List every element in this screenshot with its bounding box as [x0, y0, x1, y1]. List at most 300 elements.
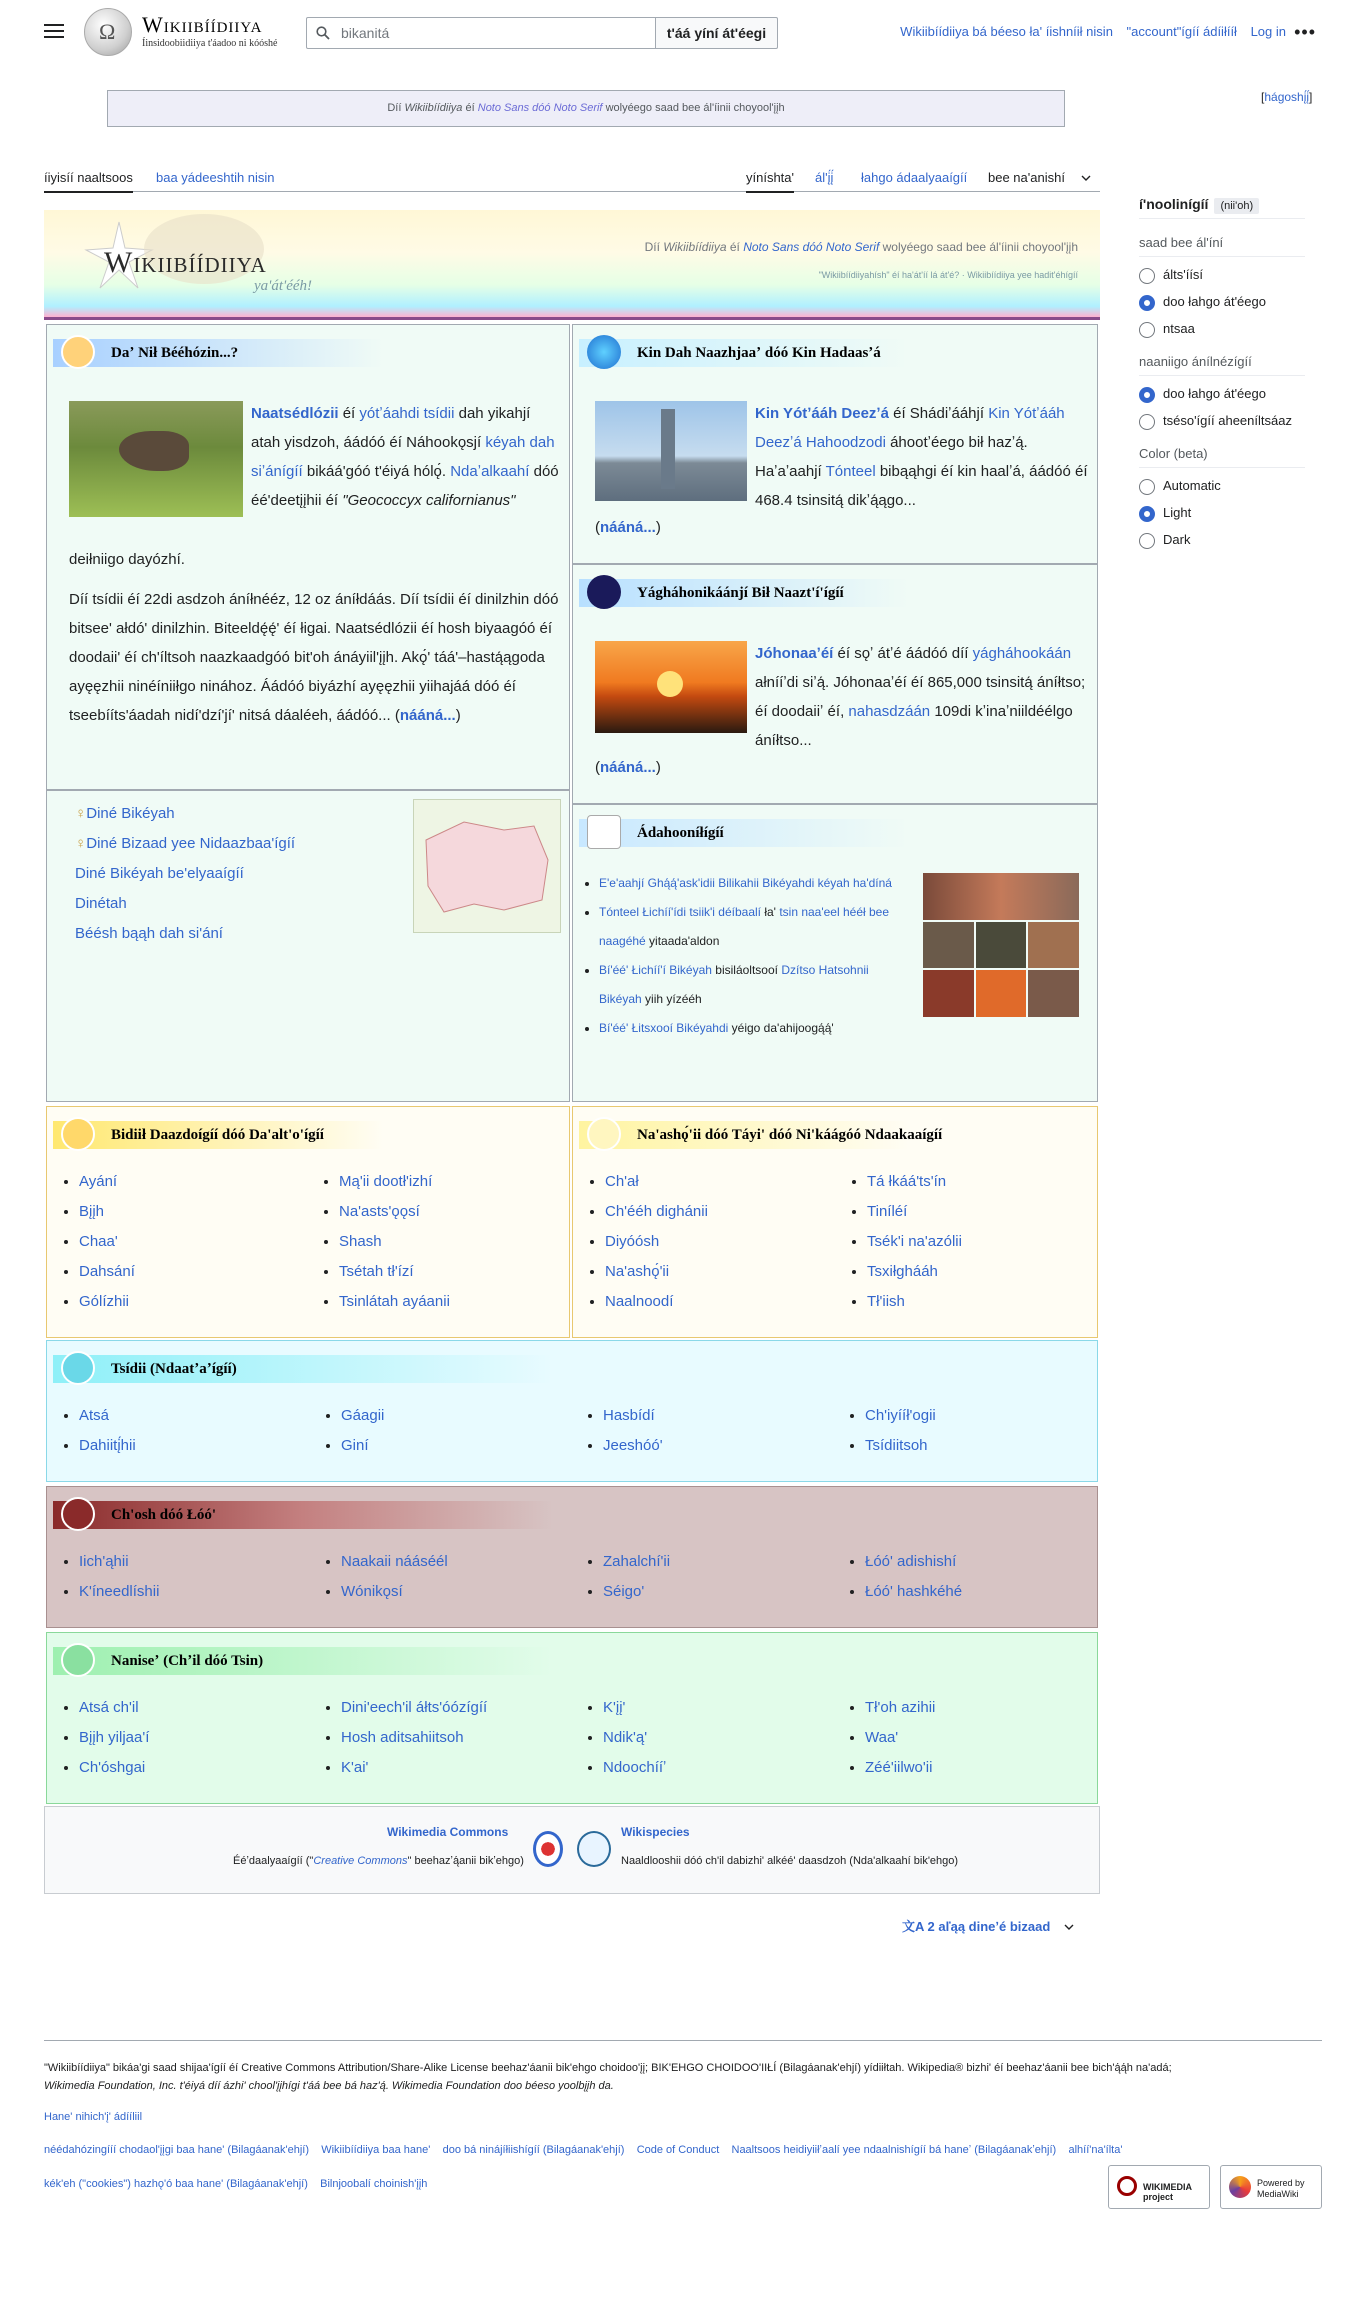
- wikimedia-logo-icon: [1117, 2176, 1137, 2196]
- list-link[interactable]: Atsá ch'il: [79, 1699, 139, 1716]
- search-input[interactable]: [339, 24, 639, 42]
- wikimedia-project-badge[interactable]: [1108, 2165, 1210, 2209]
- did-you-know-box: [46, 324, 570, 790]
- search-button[interactable]: t'áá yíní át'éegi: [655, 17, 778, 49]
- news-link[interactable]: Bí'éé' Łitsxooí Bikéyahdi: [599, 1021, 729, 1035]
- dyk-text-3: bikáá'góó t'éiyá hólǫ́.: [306, 463, 447, 480]
- dyk-title: Daʼ Nił Bééhózin...?: [111, 345, 239, 361]
- fish-header: [53, 1493, 1091, 1533]
- banner-line-suffix: wolyéego saad bee ál'íinii choyool'įįh: [882, 240, 1078, 254]
- site-header: [0, 0, 1366, 64]
- dyk-text: [251, 399, 561, 515]
- news-text: yiih yízééh: [641, 992, 702, 1006]
- birds-header: [53, 1347, 1091, 1387]
- wikispecies-link[interactable]: Wikispecies: [621, 1825, 690, 1839]
- news-header: [579, 811, 1091, 851]
- sun-link[interactable]: Jóhonaaʼéí: [755, 645, 834, 662]
- list-item: [79, 1431, 136, 1461]
- banner-font-line: [645, 240, 1078, 254]
- hamburger-bar: [44, 36, 64, 38]
- hide-notice: [hágoshį́į́]: [1261, 90, 1313, 104]
- list-item: [79, 1227, 135, 1257]
- footer-link[interactable]: kék'eh ("cookies") hazhǫ'ó baa hane' (Bilagáanak'ehjí): [44, 2178, 308, 2190]
- news-text: ła': [761, 905, 776, 919]
- radio-off: [1139, 414, 1155, 430]
- plants-box: [46, 1632, 1098, 1804]
- list-link[interactable]: Tł'oh azihii: [865, 1699, 936, 1716]
- list-item: [341, 1723, 487, 1753]
- chevron-down-icon: [1064, 1923, 1074, 1931]
- banner-greeting: ya'át'ééh!: [254, 278, 313, 294]
- list-link[interactable]: Ch'óshgai: [79, 1759, 146, 1776]
- list-link[interactable]: Tsxiłghááh: [867, 1263, 938, 1280]
- list-item: [75, 859, 295, 889]
- list-link[interactable]: Hosh aditsahiitsoh: [341, 1729, 464, 1746]
- footer-link[interactable]: néédahózingííí chodaol'įįgi baa hane' (Bilagáanak'ehjí): [44, 2144, 309, 2156]
- radio-on: [1139, 295, 1155, 311]
- tab-main-page[interactable]: íiyisíí naaltsoos: [44, 170, 133, 193]
- radio-off: [1139, 268, 1155, 284]
- news-photo-collage[interactable]: [923, 873, 1079, 1017]
- list-item: [865, 1547, 962, 1577]
- powered-by-mediawiki-badge[interactable]: [1220, 2165, 1322, 2209]
- appearance-title-text: í'noolinígíí: [1139, 196, 1209, 212]
- fish-col-2: [309, 1547, 448, 1607]
- list-item: [865, 1401, 936, 1431]
- hide-pill[interactable]: (nii'oh): [1214, 198, 1259, 214]
- list-item: [867, 1257, 962, 1287]
- hamburger-bar: [44, 30, 64, 32]
- list-link[interactable]: Ndik'ą': [603, 1729, 648, 1746]
- skyline-image[interactable]: [595, 401, 747, 501]
- list-link[interactable]: Zéé'iilwo'ii: [865, 1759, 933, 1776]
- wikispecies-icon[interactable]: [577, 1831, 611, 1867]
- commons-icon[interactable]: [533, 1831, 563, 1867]
- dyk-more-link[interactable]: nááná...: [399, 707, 456, 724]
- places-text-3: bibąąhgi éí kin haalʼá, áádóó éí 468.4 tsinsitą́ dikʼą́ągo...: [755, 463, 1088, 509]
- list-link[interactable]: Iich'ąhii: [79, 1553, 129, 1570]
- list-item: [79, 1723, 149, 1753]
- list-item: [603, 1577, 670, 1607]
- list-link[interactable]: Tsídiitsoh: [865, 1437, 928, 1454]
- list-link[interactable]: Bįįh yiljaa'í: [79, 1729, 150, 1746]
- list-link[interactable]: Dahiitį́hii: [79, 1437, 136, 1454]
- font-notice: [107, 90, 1065, 127]
- hide-notice-link[interactable]: hágoshį́į́: [1264, 90, 1310, 104]
- list-item: [79, 1753, 149, 1783]
- list-link[interactable]: Łóó' hashkéhé: [865, 1583, 963, 1600]
- commons-desc: [233, 1855, 524, 1867]
- places-text-1: éí Shádiʼááhjí: [893, 405, 985, 422]
- fish-col-4: [833, 1547, 962, 1607]
- radio-on: [1139, 506, 1155, 522]
- sky-header: [579, 571, 1091, 611]
- radio-label: ntsaa: [1163, 321, 1195, 336]
- tools-dropdown-label: bee na'anishí: [988, 170, 1065, 185]
- radio-off: [1139, 322, 1155, 338]
- mammals-header: [53, 1113, 563, 1153]
- birds-col-4: [833, 1401, 936, 1461]
- donate-link[interactable]: Wikiibíídiiya bá béeso ła' íishníił nisin: [900, 24, 1113, 39]
- banner-font-link[interactable]: Noto Sans dóó Noto Serif: [743, 240, 880, 254]
- radio-label: Automatic: [1163, 478, 1221, 493]
- newspaper-icon: [587, 815, 621, 849]
- insect-icon: [587, 1117, 621, 1151]
- list-item: [605, 1197, 708, 1227]
- list-item: [603, 1753, 666, 1783]
- footer-links: [44, 2144, 1244, 2156]
- sky-text-2: ałnííʼdi siʼą́. Jóhonaaʼéí éí 865,000 tsinsitą́ áníłtso; éí doodaiiʼ éí,: [755, 674, 1086, 720]
- more-options-icon[interactable]: •••: [1294, 22, 1316, 42]
- dinetah-link[interactable]: Dinétah: [75, 895, 127, 912]
- list-item: [341, 1693, 487, 1723]
- notice-prefix: Díí: [387, 102, 402, 114]
- list-item: [79, 1287, 135, 1317]
- commons-desc-post: " beehazʼą́anii bikʼehgo): [407, 1855, 524, 1867]
- wikipedia-globe-logo[interactable]: [84, 8, 132, 56]
- list-link[interactable]: Łóó' adishishí: [865, 1553, 957, 1570]
- license-line-2: Wikimedia Foundation, Inc. t'éiyá díí ázhi' chool'įįhígi t'áá bee bá haz'ą́. Wikimedia Foundation doo béeso yoolbįįh da.: [44, 2080, 614, 2092]
- earth-link[interactable]: nahasdzáán: [848, 703, 931, 720]
- main-menu-button[interactable]: [44, 20, 64, 40]
- sky-box: [572, 564, 1098, 804]
- creative-commons-link[interactable]: Creative Commons: [313, 1855, 408, 1867]
- plants-col-2: [309, 1693, 487, 1783]
- news-photo: [976, 922, 1027, 969]
- list-link[interactable]: Tiníléí: [867, 1203, 908, 1220]
- sky-text-3: 109di kʼinaʼniildéélgo áníłtso...: [755, 703, 1073, 749]
- wikispecies-desc: Naaldlooshii dóó ch'il dabizhi' alkéé' daasdzoh (Nda'alkaahí bik'ehgo): [621, 1855, 959, 1867]
- navajo-language-link[interactable]: Diné Bizaad yee Nidaazbaa'ígíí: [86, 835, 296, 852]
- search-box[interactable]: [306, 17, 656, 49]
- list-link[interactable]: Dini'eech'il áłts'óózígíí: [341, 1699, 488, 1716]
- radio-label: tséso'ígíí aheeníltsáaz: [1163, 413, 1292, 428]
- footer-links-2: [44, 2178, 427, 2190]
- list-link[interactable]: Ndoochííʼ: [603, 1759, 667, 1776]
- radio-label: Light: [1163, 505, 1192, 520]
- plants-title: Naniseʼ (Chʼil dóó Tsin): [111, 1653, 264, 1669]
- list-item: [79, 1167, 135, 1197]
- hamburger-bar: [44, 24, 64, 26]
- news-item: [599, 1014, 903, 1043]
- radio-label: Dark: [1163, 532, 1191, 547]
- birds-link[interactable]: yótʼáahdi tsídii: [359, 405, 455, 422]
- color-group: Color (beta): [1139, 446, 1305, 468]
- list-item: [75, 919, 295, 949]
- list-item: [865, 1723, 935, 1753]
- footer-link[interactable]: Bilnjoobalí choinish'įįh: [320, 2178, 428, 2190]
- book-icon: [61, 335, 95, 369]
- text-size-large[interactable]: [1139, 321, 1305, 338]
- news-link[interactable]: E'e'aahjí Ghą́ą́'ask'idii Bilikahii Bikéyahdi kéyah ha'díná: [599, 876, 892, 890]
- list-link[interactable]: Atsá: [79, 1407, 110, 1424]
- news-title: Ádahooníłígíí: [637, 825, 724, 841]
- list-link[interactable]: K'íneedlíshii: [79, 1583, 160, 1600]
- list-link[interactable]: Giní: [341, 1437, 369, 1454]
- news-text: yéigo da'ahijoogą́ą́': [728, 1021, 834, 1035]
- stars-icon: [587, 575, 621, 609]
- news-box: [572, 804, 1098, 1102]
- list-item: [603, 1431, 663, 1461]
- list-item: [603, 1723, 666, 1753]
- footer-link[interactable]: doo bá ninájíłiishígíí (Bilagáanak'ehjí): [442, 2144, 625, 2156]
- page-tabs: [44, 158, 1100, 192]
- radio-off: [1139, 479, 1155, 495]
- page-footer: [44, 2040, 1322, 2202]
- roadrunner-link[interactable]: Naatsédlózii: [251, 405, 339, 422]
- list-item: [605, 1257, 708, 1287]
- list-link[interactable]: Tsék'i na'azólii: [867, 1233, 962, 1250]
- navajo-nation-link[interactable]: Diné Bikéyah: [86, 805, 175, 822]
- mammals-col-2: [307, 1167, 450, 1317]
- birds-col-1: [47, 1401, 136, 1461]
- list-item: [865, 1577, 962, 1607]
- fish-col-1: [47, 1547, 159, 1607]
- list-link[interactable]: Jeeshóó': [603, 1437, 663, 1454]
- list-link[interactable]: Na'asts'ǫǫsí: [339, 1203, 420, 1220]
- notice-font-link[interactable]: Noto Sans dóó Noto Serif: [477, 102, 603, 114]
- list-link[interactable]: Naakaii nááséél: [341, 1553, 448, 1570]
- birds-col-3: [571, 1401, 663, 1461]
- list-item: [603, 1401, 663, 1431]
- fish-box: [46, 1486, 1098, 1628]
- sky-more: (nááná...): [595, 759, 661, 776]
- plants-col-1: [47, 1693, 149, 1783]
- map-shape: [414, 800, 562, 934]
- list-link[interactable]: Zahalchí'ii: [603, 1553, 671, 1570]
- list-item: [341, 1577, 448, 1607]
- list-item: [339, 1197, 450, 1227]
- city-link[interactable]: Tónteel: [825, 463, 876, 480]
- tools-dropdown[interactable]: [988, 170, 1091, 185]
- width-wide[interactable]: [1139, 413, 1305, 430]
- color-light[interactable]: [1139, 505, 1305, 522]
- list-link[interactable]: Diyóósh: [605, 1233, 660, 1250]
- navajo-map-image[interactable]: [413, 799, 561, 933]
- sky-link[interactable]: yágháhookáán: [972, 645, 1072, 662]
- banner-wordmark: Wikiibíídiiya: [104, 246, 267, 279]
- contact-link[interactable]: Hane' nihich'į' ádííliil: [44, 2111, 143, 2123]
- logo-tagline: Íinsidoobiidiiya t'áadoo ni kóóshé: [142, 38, 278, 49]
- list-link[interactable]: Waa': [865, 1729, 899, 1746]
- news-text: yitaada'aldon: [645, 934, 720, 948]
- list-item: [867, 1197, 962, 1227]
- list-link[interactable]: Bįįh: [79, 1203, 105, 1220]
- sunset-image[interactable]: [595, 641, 747, 733]
- list-item: [867, 1227, 962, 1257]
- text-size-standard[interactable]: [1139, 294, 1305, 311]
- list-link[interactable]: Wónikǫsí: [341, 1583, 403, 1600]
- list-link[interactable]: Mą'ii dootł'izhí: [339, 1173, 433, 1190]
- list-item: [865, 1431, 936, 1461]
- login-link[interactable]: Log in: [1250, 24, 1286, 39]
- list-item: [341, 1431, 384, 1461]
- list-item: [341, 1547, 448, 1577]
- list-item: [341, 1401, 384, 1431]
- notice-suffix: wolyéego saad bee ál'íinii choyool'įįh: [605, 102, 785, 114]
- text-size-group: saad bee ál'íní: [1139, 235, 1305, 257]
- list-link[interactable]: Tá łkáá'ts'ín: [867, 1173, 947, 1190]
- list-link[interactable]: K'ai': [341, 1759, 369, 1776]
- places-title: Kin Dah Naazhjaaʼ dóó Kin Hadaasʼá: [637, 345, 881, 361]
- skyscraper-link[interactable]: Kin Yótʼááh Deezʼá: [755, 405, 889, 422]
- mediawiki-badge-text: Powered by MediaWiki: [1257, 2178, 1305, 2199]
- dyk-header: [53, 331, 563, 371]
- radio-label: álts'íísí: [1163, 267, 1204, 282]
- notice-site: Wikiibíídiiya: [404, 102, 463, 114]
- tab-view-source[interactable]: ál'į́į́: [815, 170, 834, 185]
- radio-off: [1139, 533, 1155, 549]
- leaf-icon: [61, 1643, 95, 1677]
- language-count: 2 aľąą dineʼé bizaad: [927, 1919, 1051, 1934]
- fish-icon: [61, 1497, 95, 1531]
- insects-col-2: [835, 1167, 962, 1317]
- footer-link[interactable]: Naaltsoos heidiyiiłʼaalí yee ndaalnishígíí bá haneʼ (Bilagáanakʼehjí): [731, 2144, 1057, 2156]
- birds-box: [46, 1340, 1098, 1482]
- plants-col-3: [571, 1693, 666, 1783]
- news-link[interactable]: Dzítso Hatsohnii Bikéyah: [599, 963, 869, 1006]
- list-item: [867, 1167, 962, 1197]
- places-more: (nááná...): [595, 519, 661, 536]
- create-account-link[interactable]: "account"ígíí ádíiłííł: [1126, 24, 1237, 39]
- globe-icon: [587, 335, 621, 369]
- banner-about-links[interactable]: "Wikiibíídiiyahísh" éí ha'át'íí lá át'é? · Wikiibíídiiya yee hadit'éhígíí: [818, 270, 1078, 280]
- mammals-box: [46, 1106, 570, 1338]
- bird-shape: [119, 431, 189, 471]
- list-item: [79, 1257, 135, 1287]
- width-group: naaniigo ánílnézígíí: [1139, 354, 1305, 376]
- list-link[interactable]: Ch'ééh dighánii: [605, 1203, 708, 1220]
- news-photo: [923, 922, 974, 969]
- places-header: [579, 331, 1091, 371]
- feather-icon: ♀: [75, 805, 87, 822]
- news-item: [599, 869, 903, 898]
- list-link[interactable]: Gáagii: [341, 1407, 385, 1424]
- places-text: [755, 399, 1089, 515]
- sky-text: [755, 639, 1089, 755]
- list-link[interactable]: K'įį': [603, 1699, 626, 1716]
- list-link[interactable]: Tł'iish: [867, 1293, 905, 1310]
- sky-text-1: éí sǫʼ átʼé áádóó díí: [837, 645, 969, 662]
- list-link[interactable]: Na'ashǫ́'ii: [605, 1263, 670, 1280]
- list-link[interactable]: Gólízhii: [79, 1293, 130, 1310]
- navajo-images-link[interactable]: Diné Bikéyah be'elyaaígíí: [75, 865, 244, 882]
- desert-link[interactable]: kéyah dah siʼánígíí: [251, 434, 555, 480]
- places-box: [572, 324, 1098, 564]
- logo-wordmark[interactable]: Wikiibíídiiya: [142, 12, 263, 37]
- birds-col-2: [309, 1401, 384, 1461]
- search-icon: [316, 26, 330, 40]
- footer-link[interactable]: alhíí'na'ílta': [1068, 2144, 1123, 2156]
- news-list: [573, 869, 903, 1043]
- sky-title: Yágháhonikáánjí Bił Naazt'í'ígíí: [637, 585, 844, 601]
- scientist-link[interactable]: Ndaʼalkaahí: [450, 463, 530, 480]
- dyk-text-5: deiłniigo dayózhí.: [69, 551, 185, 568]
- radio-label: doo łahgo át'éego: [1163, 294, 1266, 309]
- list-link[interactable]: Naalnoodí: [605, 1293, 674, 1310]
- list-item: [75, 889, 295, 919]
- footer-link[interactable]: Wikiibíídiiya baa hane': [321, 2144, 431, 2156]
- tab-talk[interactable]: baa yádeeshtih nisin: [156, 170, 275, 185]
- tab-read[interactable]: yíníshta': [746, 170, 794, 193]
- news-link[interactable]: Tónteel Łichíí'ídi tsiik'i déíbaalí: [599, 905, 761, 919]
- list-item: [339, 1227, 450, 1257]
- list-link[interactable]: Dahsání: [79, 1263, 135, 1280]
- mammals-col-1: [47, 1167, 135, 1317]
- list-link[interactable]: Ch'iyííł'ogii: [865, 1407, 936, 1424]
- radio-on: [1139, 387, 1155, 403]
- animal-icon: [61, 1117, 95, 1151]
- birds-title: Tsídii (Ndaatʼaʼígíí): [111, 1361, 237, 1377]
- list-item: [605, 1167, 708, 1197]
- tab-history[interactable]: łahgo ádaalyaaígíí: [861, 170, 968, 185]
- list-item: [75, 799, 295, 829]
- news-photo: [923, 873, 1079, 920]
- news-link[interactable]: Bí'éé' Łichíí'í Bikéyah: [599, 963, 712, 977]
- news-item: [599, 898, 903, 956]
- list-link[interactable]: Hasbídí: [603, 1407, 655, 1424]
- language-button[interactable]: [902, 1916, 1074, 1935]
- welcome-banner: [44, 210, 1100, 320]
- color-automatic[interactable]: [1139, 478, 1305, 495]
- chevron-down-icon: [1081, 174, 1091, 182]
- news-text: bisiláoltsooí: [711, 963, 778, 977]
- commons-link[interactable]: Wikimedia Commons: [387, 1825, 509, 1839]
- translate-icon: 文A: [902, 1919, 924, 1934]
- list-link[interactable]: Tsinlátah ayáanii: [339, 1293, 450, 1310]
- sun-shape: [657, 671, 683, 697]
- width-standard[interactable]: [1139, 386, 1305, 403]
- list-item: [603, 1547, 670, 1577]
- mediawiki-logo-icon: [1229, 2176, 1251, 2198]
- skyscraper-district-link[interactable]: Kin Yótʼááh Deezʼá Hahoodzodi: [755, 405, 1065, 451]
- list-link[interactable]: Séigo': [603, 1583, 645, 1600]
- dyk-text-cont: [69, 545, 559, 574]
- sky-more-link[interactable]: nááná...: [600, 759, 656, 776]
- roadrunner-image[interactable]: [69, 401, 243, 517]
- places-text-2: áhootʼéego bił hazʼą́. Haʼaʼaahjí: [755, 434, 1028, 480]
- radio-label: doo łahgo át'éego: [1163, 386, 1266, 401]
- list-item: [341, 1753, 487, 1783]
- list-item: [79, 1693, 149, 1723]
- news-link[interactable]: tsin naa'eel hééł bee naagéhé: [599, 905, 890, 948]
- footer-link[interactable]: Code of Conduct: [636, 2144, 720, 2156]
- banner-line-site: Wikiibíídiiya: [663, 240, 727, 254]
- census-link[interactable]: Béésh bąąh dah si'ání: [75, 925, 223, 942]
- plants-header: [53, 1639, 1091, 1679]
- list-item: [79, 1197, 135, 1227]
- navajo-links-box: [46, 790, 570, 1102]
- color-dark[interactable]: [1139, 532, 1305, 549]
- dyk-para2-text: Díí tsídii éí 22di asdzoh áníłnééz, 12 oz áníłdáás. Díí tsídii éí dinilzhin dóó bitsee' ałdó' dinilzhin. Biteeldę́ę́' éí łigai. Naatsédlózii éí hosh biyaagóó éí doodaii' éí ch'íltsoh naazkaadgóó bit'oh ánáyiil'įįh. Akǫ́' táá'–hastą́ągoda ayęęzhii ninéíniiłgo ninához. Áádóó biyázhí ayęęzhii yiihajáá dóó éí tseebííts'áadah nidí'dzí'jí' nitsá dáaléeh, áádóó...: [69, 591, 559, 724]
- list-link[interactable]: Ayání: [79, 1173, 118, 1190]
- list-link[interactable]: Chaa': [79, 1233, 118, 1250]
- list-link[interactable]: Tsétah tł'ízí: [339, 1263, 414, 1280]
- wikimedia-badge-text: WIKIMEDIA project: [1143, 2182, 1192, 2202]
- list-link[interactable]: Shash: [339, 1233, 382, 1250]
- news-photo: [1028, 922, 1079, 969]
- bird-icon: [61, 1351, 95, 1385]
- list-item: [75, 829, 295, 859]
- dyk-text-1: éí: [342, 405, 356, 422]
- banner-line-mid: éí: [729, 240, 740, 254]
- places-more-link[interactable]: nááná...: [600, 519, 656, 536]
- mammals-title: Bidiił Daazdoígíí dóó Da'alt'o'ígíí: [111, 1127, 324, 1143]
- list-link[interactable]: Ch'ał: [605, 1173, 639, 1190]
- list-item: [605, 1287, 708, 1317]
- dyk-text-2: dah yikahjí atah yisdzoh, áádóó éí Náhookǫsjí: [251, 405, 531, 451]
- text-size-small[interactable]: [1139, 267, 1305, 284]
